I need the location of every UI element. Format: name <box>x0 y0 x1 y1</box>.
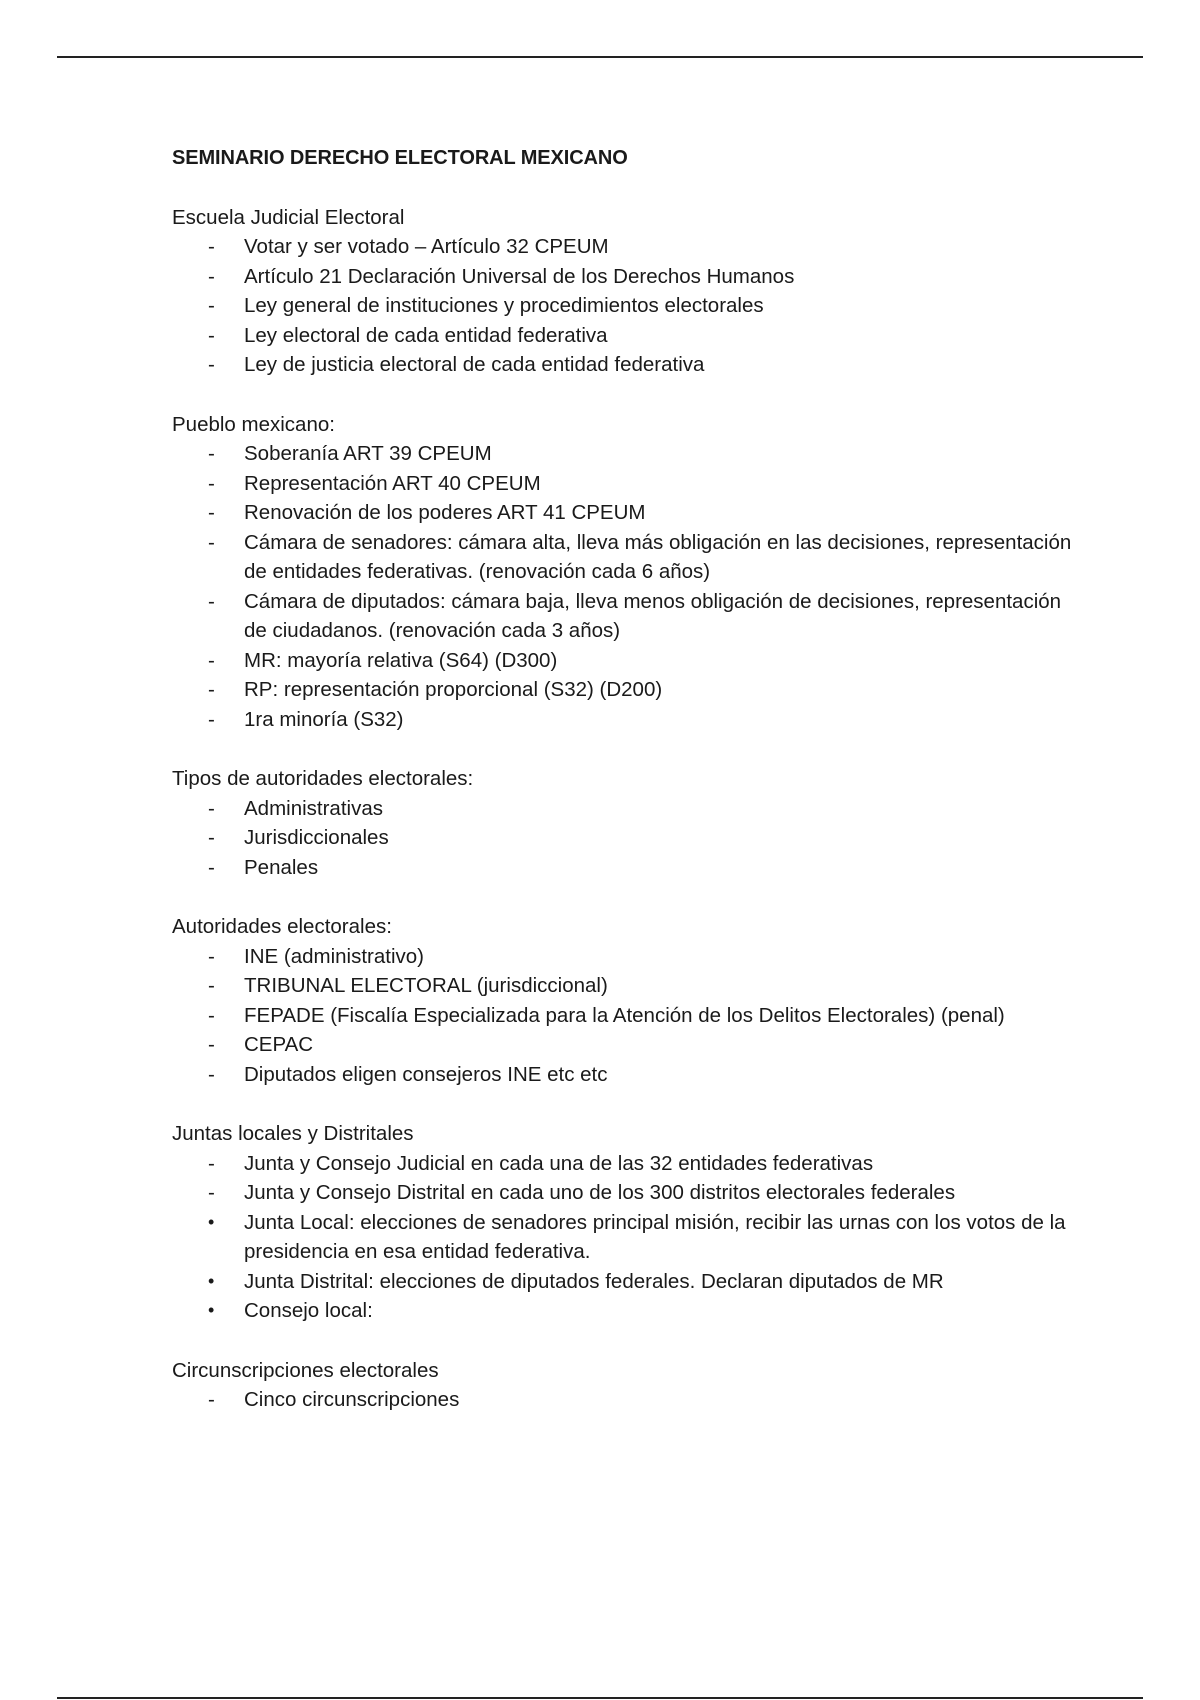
list-item <box>172 439 1072 469</box>
dash-marker: - <box>208 264 215 288</box>
footer-rule <box>57 1697 1143 1699</box>
dash-marker: - <box>208 589 215 613</box>
bullet-marker: • <box>208 1270 215 1291</box>
section-heading: Circunscripciones electorales <box>172 1358 439 1382</box>
list-item-text: INE (administrativo) <box>244 944 424 968</box>
item-list <box>172 794 1072 883</box>
item-list <box>172 439 1072 734</box>
list-item <box>172 498 1072 528</box>
section-heading: Escuela Judicial Electoral <box>172 205 405 229</box>
item-list <box>172 232 1072 380</box>
list-item-text: Renovación de los poderes ART 41 CPEUM <box>244 501 646 524</box>
list-item <box>172 1060 1072 1090</box>
list-item <box>172 262 1072 292</box>
list-item <box>172 1296 1072 1326</box>
list-item <box>172 587 1072 646</box>
list-item-text: Junta Distrital: elecciones de diputados federales. Declaran diputados de MR <box>244 1269 944 1293</box>
dash-marker: - <box>208 944 215 968</box>
list-item <box>172 705 1072 735</box>
item-list <box>172 1149 1072 1326</box>
dash-marker: - <box>208 501 215 524</box>
dash-marker: - <box>208 1388 215 1411</box>
list-item-text: Representación ART 40 CPEUM <box>244 471 541 495</box>
dash-marker: - <box>208 323 215 347</box>
list-item-text: Cámara de senadores: cámara alta, lleva más obligación en las decisiones, representación de entidades federativas. (renovación cada 6 años) <box>244 530 1072 583</box>
dash-marker: - <box>208 471 215 495</box>
list-item <box>172 675 1072 705</box>
list-item-text: Cinco circunscripciones <box>244 1388 460 1411</box>
dash-marker: - <box>208 1062 215 1086</box>
sections-container <box>172 203 1072 1415</box>
list-item-text: MR: mayoría relativa (S64) (D300) <box>244 648 558 672</box>
dash-marker: - <box>208 442 215 465</box>
item-list <box>172 1385 1072 1415</box>
list-item <box>172 1149 1072 1179</box>
list-item <box>172 469 1072 499</box>
list-item-text: Cámara de diputados: cámara baja, lleva menos obligación de decisiones, representación de ciudadanos. (renovación cada 3 años) <box>244 589 1062 642</box>
list-item <box>172 321 1072 351</box>
list-item-text: TRIBUNAL ELECTORAL (jurisdiccional) <box>244 974 608 997</box>
dash-marker: - <box>208 1033 215 1056</box>
list-item <box>172 350 1072 380</box>
list-item <box>172 794 1072 824</box>
list-item <box>172 1178 1072 1208</box>
section <box>172 764 1072 882</box>
list-item <box>172 823 1072 853</box>
section <box>172 1356 1072 1415</box>
list-item <box>172 1385 1072 1415</box>
document-title: SEMINARIO DERECHO ELECTORAL MEXICANO <box>172 147 628 169</box>
list-item-text: Ley de justicia electoral de cada entidad federativa <box>244 353 705 376</box>
section <box>172 1119 1072 1326</box>
dash-marker: - <box>208 707 215 731</box>
list-item-text: Soberanía ART 39 CPEUM <box>244 442 492 465</box>
dash-marker: - <box>208 796 215 820</box>
list-item <box>172 942 1072 972</box>
list-item-text: Junta y Consejo Distrital en cada uno de los 300 distritos electorales federales <box>244 1181 956 1204</box>
bullet-marker: • <box>208 1300 215 1320</box>
dash-marker: - <box>208 353 215 376</box>
list-item-text: Ley electoral de cada entidad federativa <box>244 323 608 347</box>
list-item-text: Junta Local: elecciones de senadores principal misión, recibir las urnas con los votos de la presidencia en esa entidad federativa. <box>244 1210 1066 1263</box>
list-item-text: Artículo 21 Declaración Universal de los Derechos Humanos <box>244 264 795 288</box>
list-item-text: Votar y ser votado – Artículo 32 CPEUM <box>244 235 609 258</box>
list-item <box>172 971 1072 1001</box>
list-item-text: FEPADE (Fiscalía Especializada para la Atención de los Delitos Electorales) (penal) <box>244 1003 1005 1027</box>
list-item-text: 1ra minoría (S32) <box>244 707 404 731</box>
section-heading: Autoridades electorales: <box>172 915 392 938</box>
header-rule <box>57 56 1143 58</box>
section-heading: Tipos de autoridades electorales: <box>172 767 474 790</box>
list-item <box>172 1267 1072 1297</box>
section-heading: Juntas locales y Distritales <box>172 1122 414 1145</box>
list-item <box>172 1030 1072 1060</box>
list-item-text: Ley general de instituciones y procedimientos electorales <box>244 294 764 317</box>
list-item <box>172 232 1072 262</box>
list-item-text: Penales <box>244 855 319 879</box>
list-item-text: RP: representación proporcional (S32) (D200) <box>244 678 663 701</box>
section <box>172 203 1072 380</box>
section <box>172 410 1072 735</box>
dash-marker: - <box>208 1151 215 1175</box>
dash-marker: - <box>208 294 215 317</box>
list-item-text: Diputados eligen consejeros INE etc etc <box>244 1062 608 1086</box>
list-item <box>172 1208 1072 1267</box>
list-item <box>172 291 1072 321</box>
dash-marker: - <box>208 678 215 701</box>
dash-marker: - <box>208 235 215 258</box>
list-item-text: CEPAC <box>244 1033 314 1056</box>
item-list <box>172 942 1072 1090</box>
list-item-text: Administrativas <box>244 796 383 820</box>
dash-marker: - <box>208 826 215 849</box>
dash-marker: - <box>208 1181 215 1204</box>
list-item-text: Jurisdiccionales <box>244 826 389 849</box>
list-item-text: Junta y Consejo Judicial en cada una de las 32 entidades federativas <box>244 1151 874 1175</box>
dash-marker: - <box>208 530 215 554</box>
section-heading: Pueblo mexicano: <box>172 412 335 436</box>
list-item-text: Consejo local: <box>244 1299 373 1322</box>
dash-marker: - <box>208 1003 215 1027</box>
dash-marker: - <box>208 855 215 879</box>
section <box>172 912 1072 1089</box>
bullet-marker: • <box>208 1211 215 1232</box>
list-item <box>172 646 1072 676</box>
list-item <box>172 528 1072 587</box>
dash-marker: - <box>208 974 215 997</box>
list-item <box>172 1001 1072 1031</box>
dash-marker: - <box>208 648 215 672</box>
list-item <box>172 853 1072 883</box>
document-body <box>172 144 1072 1445</box>
